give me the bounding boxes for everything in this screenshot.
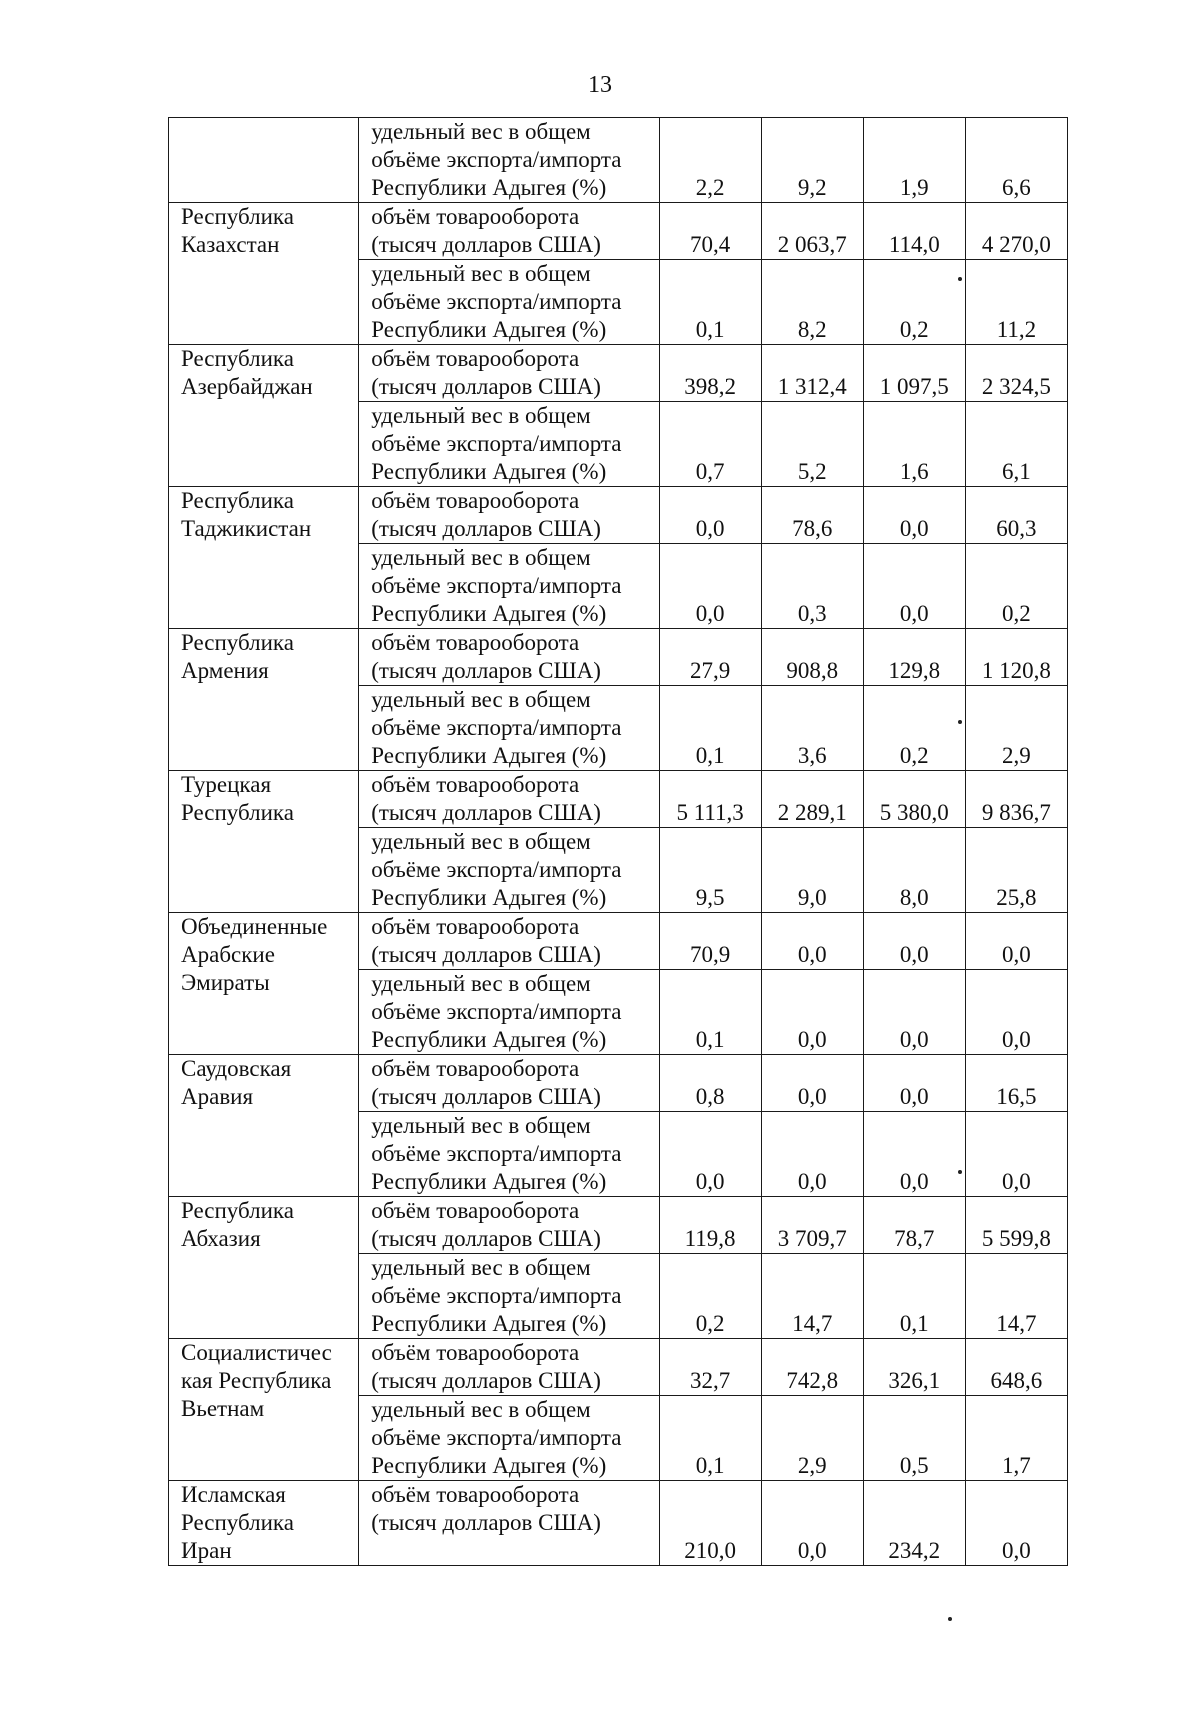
value-cell: 78,6 [761, 487, 863, 544]
value-cell: 0,1 [863, 1254, 965, 1339]
indicator-cell: удельный вес в общем объёме экспорта/импорта Республики Адыгея (%) [359, 1254, 659, 1339]
value-cell: 2,2 [659, 118, 761, 203]
value-cell: 0,0 [965, 913, 1067, 970]
value-cell: 0,0 [863, 1055, 965, 1112]
table-row [169, 771, 1068, 828]
value-cell: 0,0 [965, 1481, 1067, 1566]
table-row [169, 487, 1068, 544]
value-cell: 8,2 [761, 260, 863, 345]
indicator-cell: объём товарооборота (тысяч долларов США) [359, 1197, 659, 1254]
value-cell: 0,0 [659, 544, 761, 629]
indicator-cell: объём товарооборота (тысяч долларов США) [359, 771, 659, 828]
value-cell: 1,7 [965, 1396, 1067, 1481]
value-cell: 0,2 [863, 686, 965, 771]
value-cell: 742,8 [761, 1339, 863, 1396]
value-cell: 25,8 [965, 828, 1067, 913]
table-row [169, 1339, 1068, 1396]
country-cell: Саудовская Аравия [169, 1055, 359, 1197]
value-cell: 0,0 [965, 970, 1067, 1055]
indicator-cell: объём товарооборота (тысяч долларов США) [359, 203, 659, 260]
value-cell: 3,6 [761, 686, 863, 771]
value-cell: 60,3 [965, 487, 1067, 544]
scan-speck [958, 277, 962, 281]
country-cell: Объединенные Арабские Эмираты [169, 913, 359, 1055]
scan-speck [958, 1170, 962, 1174]
indicator-cell: объём товарооборота (тысяч долларов США) [359, 913, 659, 970]
value-cell: 908,8 [761, 629, 863, 686]
page-number: 13 [588, 72, 612, 98]
value-cell: 0,0 [863, 487, 965, 544]
country-cell: Турецкая Республика [169, 771, 359, 913]
value-cell: 0,8 [659, 1055, 761, 1112]
indicator-cell: удельный вес в общем объёме экспорта/импорта Республики Адыгея (%) [359, 1396, 659, 1481]
value-cell: 0,1 [659, 970, 761, 1055]
indicator-cell: объём товарооборота (тысяч долларов США) [359, 1055, 659, 1112]
value-cell: 648,6 [965, 1339, 1067, 1396]
trade-table [168, 117, 1068, 1566]
value-cell: 1,9 [863, 118, 965, 203]
value-cell: 5 111,3 [659, 771, 761, 828]
table-row [169, 1197, 1068, 1254]
trade-table-body [169, 118, 1068, 1566]
table-row [169, 1481, 1068, 1566]
scan-speck [948, 1617, 952, 1621]
value-cell: 210,0 [659, 1481, 761, 1566]
value-cell: 5,2 [761, 402, 863, 487]
value-cell: 9,2 [761, 118, 863, 203]
value-cell: 2 324,5 [965, 345, 1067, 402]
table-row [169, 629, 1068, 686]
value-cell: 0,1 [659, 260, 761, 345]
indicator-cell: объём товарооборота (тысяч долларов США) [359, 1481, 659, 1566]
value-cell: 0,0 [761, 1055, 863, 1112]
value-cell: 70,9 [659, 913, 761, 970]
value-cell: 0,0 [659, 487, 761, 544]
value-cell: 70,4 [659, 203, 761, 260]
value-cell: 0,3 [761, 544, 863, 629]
country-cell: Республика Армения [169, 629, 359, 771]
value-cell: 2 289,1 [761, 771, 863, 828]
value-cell: 326,1 [863, 1339, 965, 1396]
value-cell: 0,0 [761, 1481, 863, 1566]
value-cell: 0,2 [863, 260, 965, 345]
value-cell: 2 063,7 [761, 203, 863, 260]
indicator-cell: удельный вес в общем объёме экспорта/импорта Республики Адыгея (%) [359, 828, 659, 913]
value-cell: 1 120,8 [965, 629, 1067, 686]
value-cell: 0,0 [761, 1112, 863, 1197]
value-cell: 234,2 [863, 1481, 965, 1566]
indicator-cell: объём товарооборота (тысяч долларов США) [359, 345, 659, 402]
country-cell: Республика Азербайджан [169, 345, 359, 487]
value-cell: 27,9 [659, 629, 761, 686]
indicator-cell: удельный вес в общем объёме экспорта/импорта Республики Адыгея (%) [359, 686, 659, 771]
value-cell: 14,7 [965, 1254, 1067, 1339]
country-cell [169, 118, 359, 203]
value-cell: 0,2 [659, 1254, 761, 1339]
value-cell: 0,0 [863, 970, 965, 1055]
value-cell: 129,8 [863, 629, 965, 686]
value-cell: 8,0 [863, 828, 965, 913]
value-cell: 0,1 [659, 686, 761, 771]
value-cell: 114,0 [863, 203, 965, 260]
value-cell: 1 312,4 [761, 345, 863, 402]
value-cell: 14,7 [761, 1254, 863, 1339]
value-cell: 398,2 [659, 345, 761, 402]
value-cell: 0,5 [863, 1396, 965, 1481]
value-cell: 0,1 [659, 1396, 761, 1481]
value-cell: 11,2 [965, 260, 1067, 345]
country-cell: Республика Таджикистан [169, 487, 359, 629]
value-cell: 1 097,5 [863, 345, 965, 402]
value-cell: 2,9 [965, 686, 1067, 771]
table-row [169, 118, 1068, 203]
value-cell: 2,9 [761, 1396, 863, 1481]
indicator-cell: объём товарооборота (тысяч долларов США) [359, 487, 659, 544]
value-cell: 3 709,7 [761, 1197, 863, 1254]
indicator-cell: удельный вес в общем объёме экспорта/импорта Республики Адыгея (%) [359, 260, 659, 345]
value-cell: 16,5 [965, 1055, 1067, 1112]
table-row [169, 913, 1068, 970]
indicator-cell: удельный вес в общем объёме экспорта/импорта Республики Адыгея (%) [359, 402, 659, 487]
value-cell: 0,7 [659, 402, 761, 487]
value-cell: 5 380,0 [863, 771, 965, 828]
value-cell: 0,0 [965, 1112, 1067, 1197]
value-cell: 0,0 [761, 913, 863, 970]
value-cell: 0,0 [761, 970, 863, 1055]
table-row [169, 203, 1068, 260]
value-cell: 6,6 [965, 118, 1067, 203]
value-cell: 9 836,7 [965, 771, 1067, 828]
value-cell: 0,0 [863, 544, 965, 629]
value-cell: 0,0 [863, 913, 965, 970]
value-cell: 9,0 [761, 828, 863, 913]
indicator-cell: объём товарооборота (тысяч долларов США) [359, 629, 659, 686]
value-cell: 6,1 [965, 402, 1067, 487]
value-cell: 0,0 [863, 1112, 965, 1197]
indicator-cell: объём товарооборота (тысяч долларов США) [359, 1339, 659, 1396]
indicator-cell: удельный вес в общем объёме экспорта/импорта Республики Адыгея (%) [359, 1112, 659, 1197]
indicator-cell: удельный вес в общем объёме экспорта/импорта Республики Адыгея (%) [359, 118, 659, 203]
country-cell: Республика Абхазия [169, 1197, 359, 1339]
country-cell: Социалистичес кая Республика Вьетнам [169, 1339, 359, 1481]
value-cell: 4 270,0 [965, 203, 1067, 260]
scan-speck [958, 720, 962, 724]
table-row [169, 1055, 1068, 1112]
indicator-cell: удельный вес в общем объёме экспорта/импорта Республики Адыгея (%) [359, 970, 659, 1055]
value-cell: 0,2 [965, 544, 1067, 629]
country-cell: Республика Казахстан [169, 203, 359, 345]
value-cell: 9,5 [659, 828, 761, 913]
value-cell: 0,0 [659, 1112, 761, 1197]
indicator-cell: удельный вес в общем объёме экспорта/импорта Республики Адыгея (%) [359, 544, 659, 629]
table-row [169, 345, 1068, 402]
value-cell: 5 599,8 [965, 1197, 1067, 1254]
value-cell: 32,7 [659, 1339, 761, 1396]
value-cell: 78,7 [863, 1197, 965, 1254]
value-cell: 119,8 [659, 1197, 761, 1254]
country-cell: Исламская Республика Иран [169, 1481, 359, 1566]
value-cell: 1,6 [863, 402, 965, 487]
